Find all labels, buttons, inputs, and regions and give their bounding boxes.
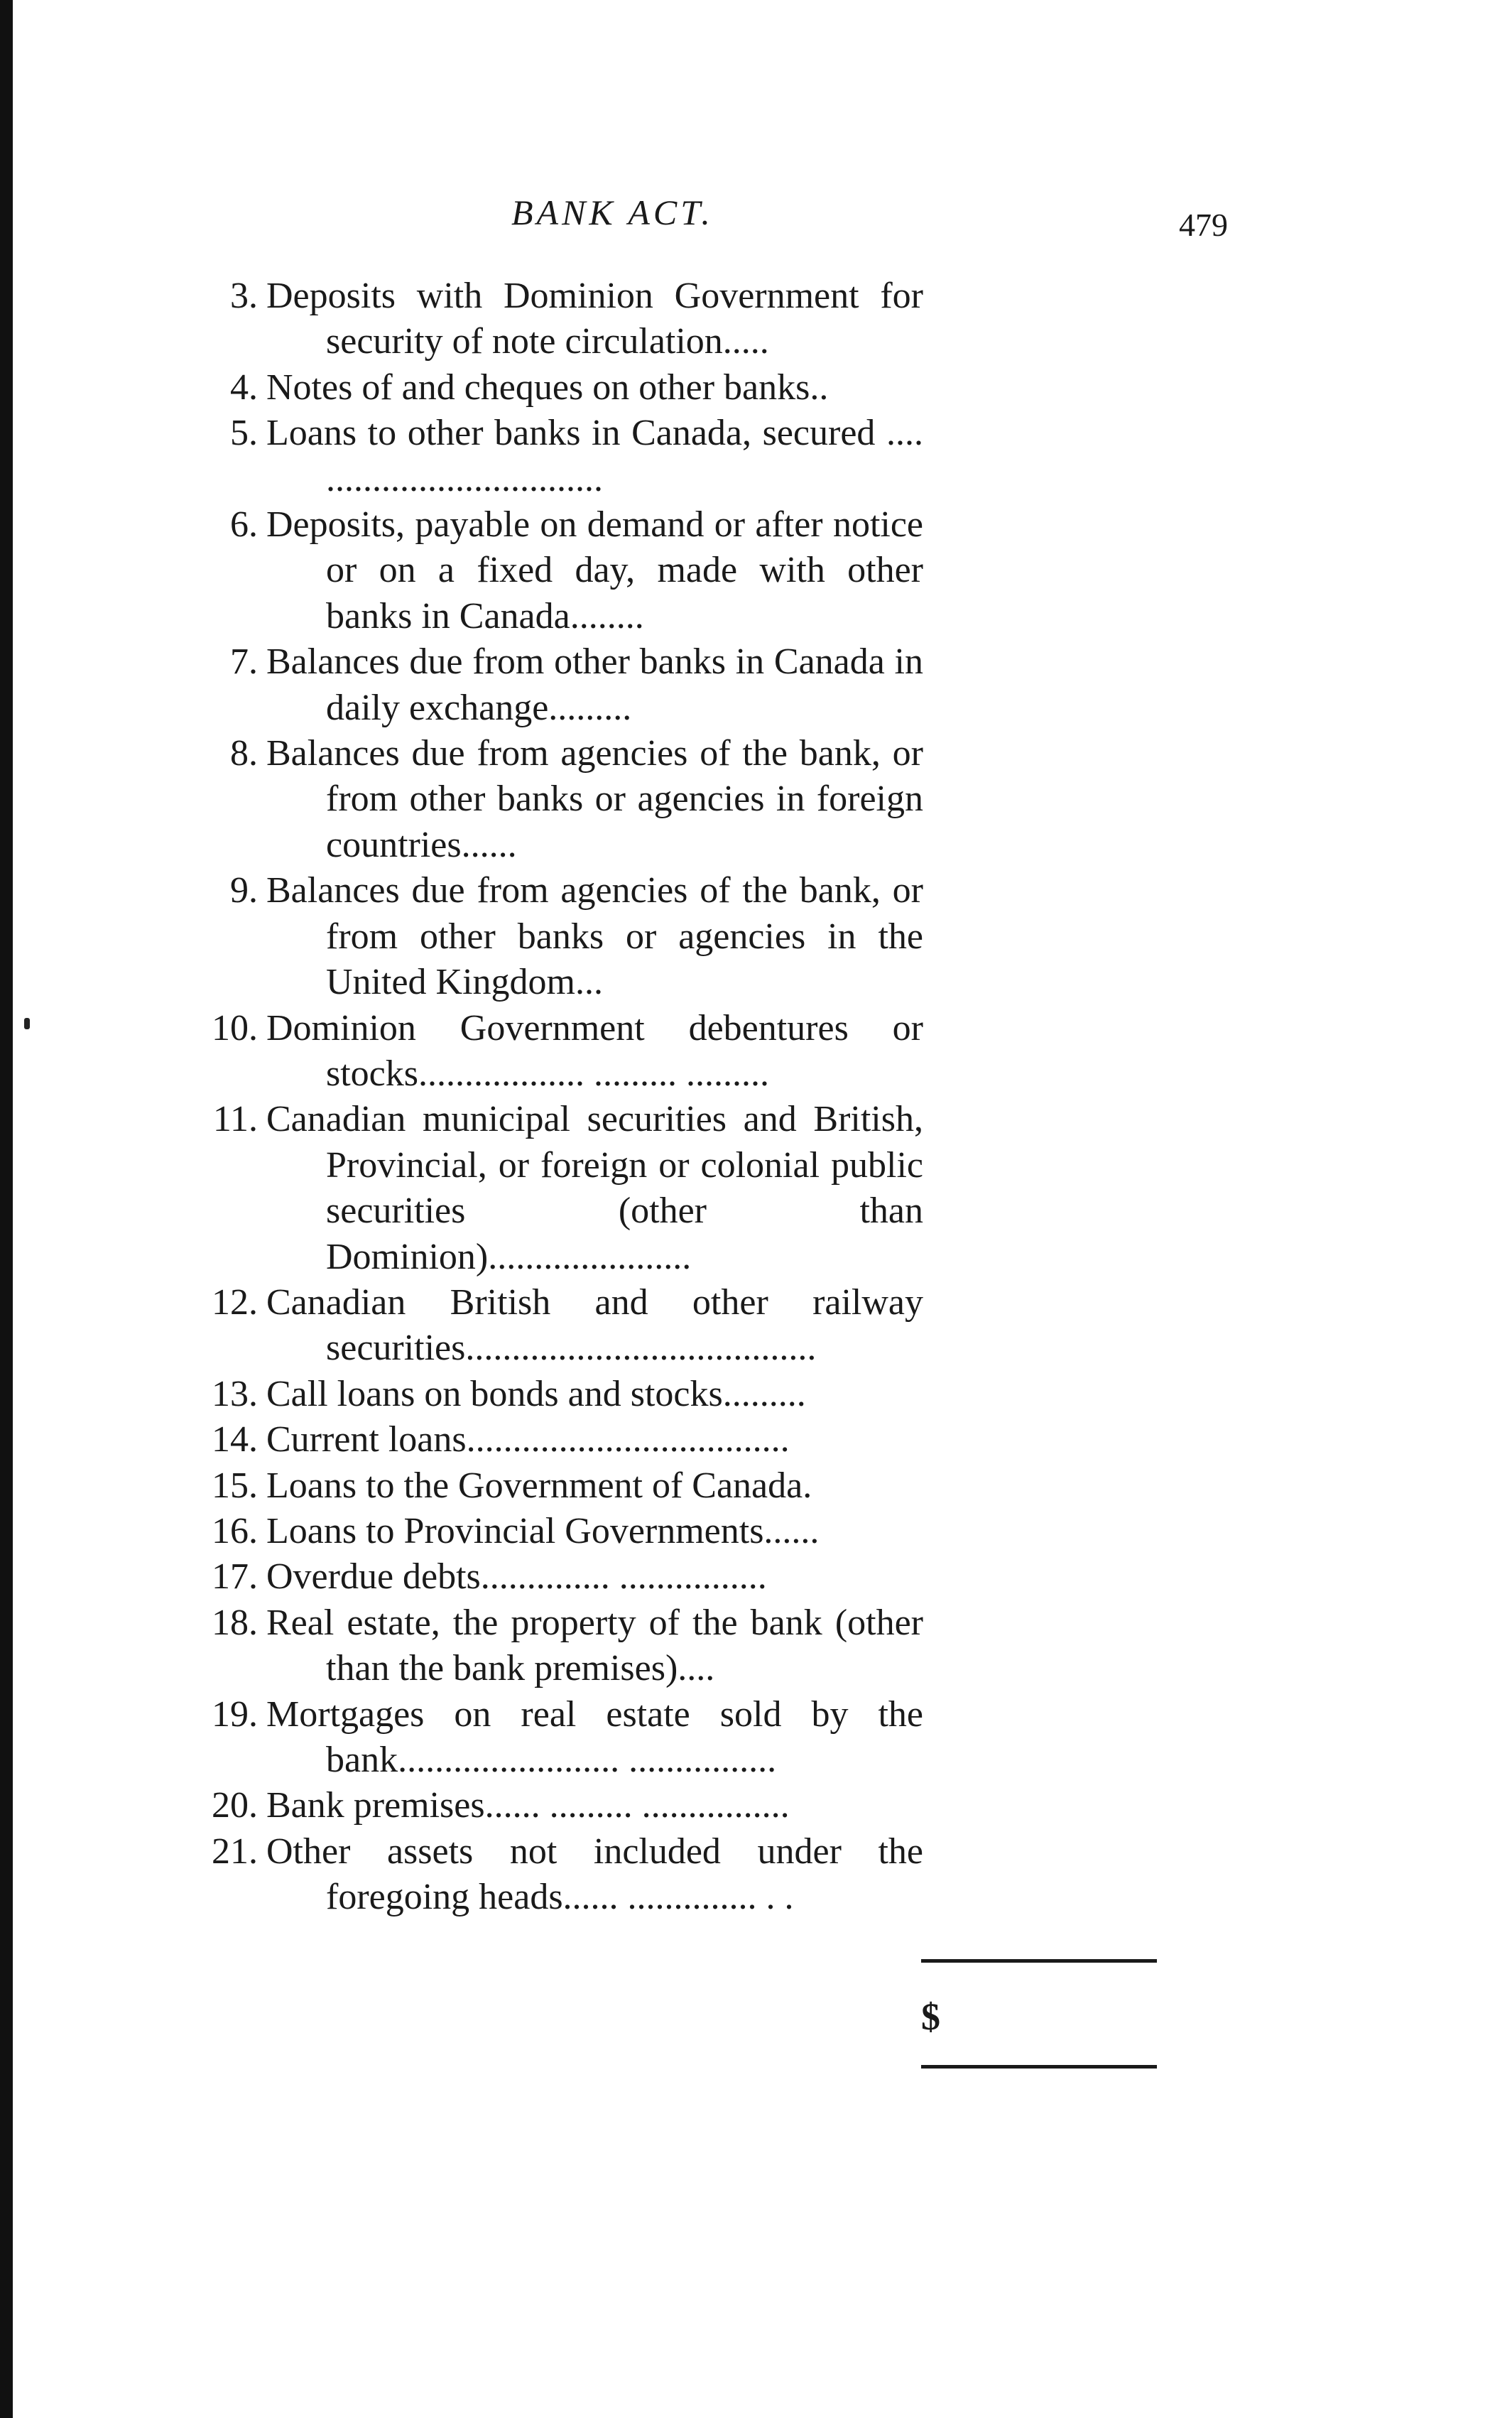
list-item bbox=[178, 1417, 923, 1463]
entry-text: Canadian municipal securities and British, Provincial, or foreign or colonial public securities (other than Dominion)...................... bbox=[266, 1099, 923, 1277]
entry-text: Balances due from agencies of the bank, or from other banks or agencies in foreign countries...... bbox=[266, 733, 923, 865]
entry-number: 11. bbox=[212, 1099, 258, 1140]
entry-number: 13. bbox=[212, 1373, 258, 1414]
list-item bbox=[178, 731, 923, 868]
list-item bbox=[178, 1097, 923, 1280]
entry-number: 5. bbox=[230, 413, 258, 454]
entry-text: Balances due from agencies of the bank, or from other banks or agencies in the United Kingdom... bbox=[266, 870, 923, 1003]
total-rule-top bbox=[921, 1959, 1157, 1963]
list-item bbox=[178, 1006, 923, 1097]
entry-number: 15. bbox=[212, 1465, 258, 1506]
entry-number: 21. bbox=[212, 1831, 258, 1872]
entry-text: Canadian British and other railway securities...................................... bbox=[266, 1281, 923, 1369]
entry-text: Current loans................................... bbox=[266, 1419, 790, 1460]
entry-number: 19. bbox=[212, 1693, 258, 1735]
list-item bbox=[178, 1600, 923, 1692]
entry-text: Other assets not included under the foregoing heads...... .............. . . bbox=[266, 1831, 923, 1918]
entry-number: 14. bbox=[212, 1419, 258, 1460]
total-currency-symbol: $ bbox=[921, 1995, 940, 2038]
entry-text: Loans to the Government of Canada. bbox=[266, 1465, 812, 1506]
entry-number: 9. bbox=[230, 870, 258, 911]
entry-text: Bank premises...... ......... ................ bbox=[266, 1785, 790, 1826]
running-head: BANK ACT. bbox=[511, 193, 714, 232]
entry-number: 8. bbox=[230, 733, 258, 774]
total-rule-bottom bbox=[921, 2065, 1157, 2069]
list-item bbox=[178, 639, 923, 731]
entry-text: Deposits with Dominion Government for security of note circulation..... bbox=[266, 276, 923, 362]
entry-text: Deposits, payable on demand or after notice or on a fixed day, made with other banks in Canada........ bbox=[266, 504, 923, 636]
entry-number: 18. bbox=[212, 1602, 258, 1643]
list-item bbox=[178, 868, 923, 1005]
entry-number: 17. bbox=[212, 1556, 258, 1598]
entry-text: Balances due from other banks in Canada in daily exchange......... bbox=[266, 641, 923, 728]
list-item bbox=[178, 1783, 923, 1828]
list-item bbox=[178, 1280, 923, 1372]
list-item bbox=[178, 365, 923, 411]
entry-number: 6. bbox=[230, 504, 258, 546]
list-item bbox=[178, 411, 923, 502]
entry-text: Notes of and cheques on other banks.. bbox=[266, 367, 829, 408]
list-item bbox=[178, 1829, 923, 1921]
asset-entries-list bbox=[178, 273, 923, 1921]
entry-number: 20. bbox=[212, 1785, 258, 1826]
entry-number: 16. bbox=[212, 1510, 258, 1551]
entry-text: Mortgages on real estate sold by the bank........................ ................ bbox=[266, 1693, 923, 1780]
entry-text: Real estate, the property of the bank (other than the bank premises).... bbox=[266, 1602, 923, 1689]
entry-number: 10. bbox=[212, 1007, 258, 1048]
list-item bbox=[178, 1692, 923, 1784]
list-item bbox=[178, 1372, 923, 1417]
page-number: 479 bbox=[1179, 207, 1228, 243]
entry-number: 12. bbox=[212, 1281, 258, 1323]
entry-text: Loans to Provincial Governments...... bbox=[266, 1510, 820, 1551]
binding-speck bbox=[24, 1018, 30, 1029]
list-item bbox=[178, 502, 923, 639]
entry-text: Call loans on bonds and stocks......... bbox=[266, 1373, 806, 1414]
list-item bbox=[178, 273, 923, 365]
entry-number: 4. bbox=[230, 367, 258, 408]
entry-number: 3. bbox=[230, 276, 258, 316]
list-item bbox=[178, 1463, 923, 1509]
entry-text: Overdue debts.............. ................ bbox=[266, 1556, 767, 1598]
entry-text: Loans to other banks in Canada, secured .... .............................. bbox=[266, 413, 923, 499]
entry-number: 7. bbox=[230, 641, 258, 683]
list-item bbox=[178, 1509, 923, 1554]
entry-text: Dominion Government debentures or stocks.................. ......... ......... bbox=[266, 1007, 923, 1094]
list-item bbox=[178, 1554, 923, 1600]
binding-edge bbox=[0, 0, 13, 2418]
